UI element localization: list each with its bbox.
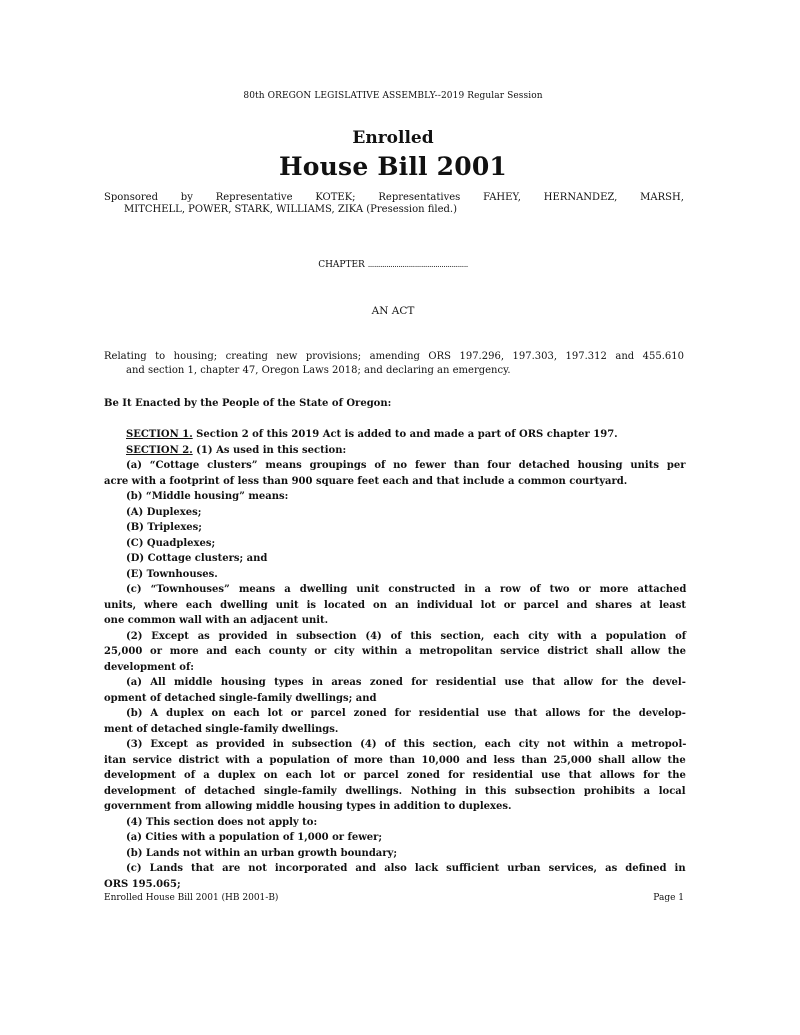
bill-title: House Bill 2001 xyxy=(278,152,508,181)
body-line: government from allowing middle housing types in addition to duplexes. xyxy=(104,801,512,812)
sponsor-word: Representative xyxy=(215,192,293,203)
act-heading: AN ACT xyxy=(371,305,415,317)
bill-body xyxy=(104,427,686,892)
body-line: (b) A duplex on each lot or parcel zoned for residential use that allows for the develop- xyxy=(126,708,686,719)
relating-line-1: Relating to housing; creating new provisions; amending ORS 197.296, 197.303, 197.312 and 455.610 xyxy=(104,351,684,362)
section-1-heading: SECTION 1. xyxy=(126,429,193,440)
footer-bill-ref: Enrolled House Bill 2001 (HB 2001-B) xyxy=(104,893,279,903)
section-1-text: Section 2 of this 2019 Act is added to and made a part of ORS chapter 197. xyxy=(192,429,618,440)
body-line: (c) Lands that are not incorporated and also lack sufficient urban services, as defined in xyxy=(126,863,686,874)
body-line: development of a duplex on each lot or parcel zoned for residential use that allows for the xyxy=(104,770,686,781)
body-line: (C) Quadplexes; xyxy=(126,537,216,549)
body-line: (b) “Middle housing” means: xyxy=(126,491,289,502)
sponsor-word: Sponsored xyxy=(104,192,158,203)
enrolled-label: Enrolled xyxy=(352,128,434,148)
sponsors-line-1 xyxy=(104,192,684,204)
sponsors-line-2: MITCHELL, POWER, STARK, WILLIAMS, ZIKA (Presession filed.) xyxy=(124,204,457,215)
body-line: units, where each dwelling unit is located on an individual lot or parcel and shares at least xyxy=(104,599,686,611)
sponsors-block xyxy=(104,192,684,216)
body-line: opment of detached single-family dwellings; and xyxy=(104,692,377,704)
body-line: itan service district with a population of more than 10,000 and less than 25,000 shall allow the xyxy=(104,754,686,766)
body-line: (a) Cities with a population of 1,000 or fewer; xyxy=(126,832,383,843)
sponsor-word: by xyxy=(180,192,193,203)
session-header: 80th OREGON LEGISLATIVE ASSEMBLY--2019 Regular Session xyxy=(243,91,543,101)
body-line: ment of detached single-family dwellings. xyxy=(104,723,339,735)
sponsor-word: FAHEY, xyxy=(483,192,521,203)
body-line: 25,000 or more and each county or city within a metropolitan service district shall allow the xyxy=(104,646,686,657)
body-line: (B) Triplexes; xyxy=(126,522,202,533)
body-line: (E) Townhouses. xyxy=(126,568,218,580)
body-line: (D) Cottage clusters; and xyxy=(126,553,268,564)
body-line: one common wall with an adjacent unit. xyxy=(104,615,329,626)
body-line: (3) Except as provided in subsection (4) of this section, each city not within a metropol- xyxy=(126,739,687,750)
section-2 xyxy=(104,443,686,459)
page-footer xyxy=(104,893,684,903)
sponsor-word: MARSH, xyxy=(640,192,684,203)
body-line: (b) Lands not within an urban growth boundary; xyxy=(126,847,398,859)
body-line: acre with a footprint of less than 900 square feet each and that include a common courtyard. xyxy=(104,475,628,487)
page-number: Page 1 xyxy=(653,893,684,903)
body-line: (a) “Cottage clusters” means groupings of no fewer than four detached housing units per xyxy=(126,460,686,471)
body-line: (4) This section does not apply to: xyxy=(126,816,318,828)
section-1 xyxy=(104,427,686,443)
sponsor-word: KOTEK; xyxy=(315,192,356,203)
body-line: (2) Except as provided in subsection (4) of this section, each city with a population of xyxy=(126,630,687,642)
body-line: (a) All middle housing types in areas zoned for residential use that allow for the devel- xyxy=(126,677,686,688)
chapter-line xyxy=(0,260,786,270)
section-2-text: (1) As used in this section: xyxy=(192,444,347,456)
sponsor-word: Representatives xyxy=(378,192,461,203)
relating-line-2: and section 1, chapter 47, Oregon Laws 2018; and declaring an emergency. xyxy=(126,365,511,376)
section-2-heading: SECTION 2. xyxy=(126,444,193,456)
sponsor-word: HERNANDEZ, xyxy=(543,192,618,203)
body-line: (A) Duplexes; xyxy=(126,506,202,518)
enacting-clause: Be It Enacted by the People of the State of Oregon: xyxy=(104,398,392,409)
body-line: development of detached single-family dwellings. Nothing in this subsection prohibits a local xyxy=(104,785,686,797)
chapter-dots: ................................................. xyxy=(367,260,468,269)
relating-clause xyxy=(104,350,684,378)
body-line: (c) “Townhouses” means a dwelling unit constructed in a row of two or more attached xyxy=(126,584,687,595)
body-line: development of: xyxy=(104,661,194,673)
chapter-label: CHAPTER xyxy=(318,260,365,270)
body-line: ORS 195.065; xyxy=(104,878,181,890)
